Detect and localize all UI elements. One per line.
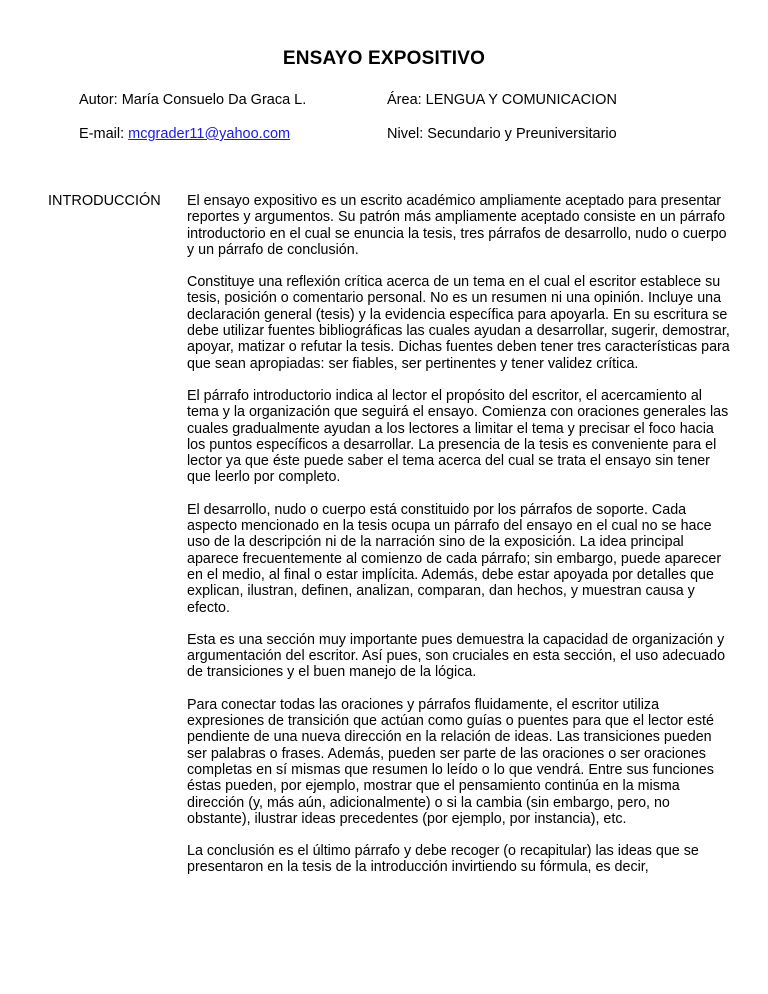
document-body [187, 193, 732, 892]
area-label: Área: LENGUA Y COMUNICACION [387, 92, 617, 108]
paragraph: El desarrollo, nudo o cuerpo está constituido por los párrafos de soporte. Cada aspecto mencionado en la tesis ocupa un párrafo del ensayo en el cual no se hace uso de la descripción ni de la narración sino de la exposición. La idea principal aparece frecuentemente al comienzo de cada párrafo; sin embargo, puede aparecer en el medio, al final o estar implícita. Además, debe estar apoyada por detalles que explican, ilustran, definen, analizan, comparan, dan hechos, y muestran causa y efecto. [187, 501, 722, 616]
paragraph: La conclusión es el último párrafo y debe recoger (o recapitular) las ideas que se presentaron en la tesis de la introducción invirtiendo su fórmula, es decir, [187, 843, 699, 876]
email-link[interactable]: mcgrader11@yahoo.com [128, 126, 291, 142]
paragraph: El ensayo expositivo es un escrito académico ampliamente aceptado para presentar reportes y argumentos. Su patrón más ampliamente aceptado consiste en un párrafo introductorio en el cual se enuncia la tesis, tres párrafos de desarrollo, nudo o cuerpo y un párrafo de conclusión. [187, 193, 727, 258]
level-label: Nivel: Secundario y Preuniversitario [387, 126, 617, 142]
author-row [79, 92, 617, 108]
paragraph: Para conectar todas las oraciones y párrafos fluidamente, el escritor utiliza expresiones de transición que actúan como guías o puentes para que el lector esté pendiente de una nueva dirección en la relación de ideas. Las transiciones pueden ser palabras o frases. Además, pueden ser parte de las oraciones o ser oraciones completas en sí mismas que resumen lo leído o lo que vendrá. Entre sus funciones éstas pueden, por ejemplo, mostrar que el pensamiento continúa en la misma dirección (y, más aún, adicionalmente) o si la cambia (sin embargo, pero, no obstante), ilustrar ideas precedentes (por ejemplo, por instancia), etc. [187, 696, 714, 827]
author-label: Autor: María Consuelo Da Graca L. [79, 92, 307, 108]
paragraph: El párrafo introductorio indica al lector el propósito del escritor, el acercamiento al tema y la organización que seguirá el ensayo. Comienza con oraciones generales las cuales gradualmente ayudan a los lectores a limitar el tema y precisar el foco hacia los puntos específicos a desarrollar. La presencia de la tesis es conveniente para el lector ya que éste puede saber el tema acerca del cual se trata el ensayo sin tener que leerlo por completo. [187, 387, 729, 486]
document-title: ENSAYO EXPOSITIVO [282, 48, 486, 69]
paragraph: Esta es una sección muy importante pues demuestra la capacidad de organización y argumentación del escritor. Así pues, son cruciales en esta sección, el uso adecuado de transiciones y el buen manejo de la lógica. [187, 631, 726, 681]
email-prefix: E-mail: [79, 126, 129, 142]
email-row [79, 126, 617, 142]
section-heading: INTRODUCCIÓN [48, 193, 161, 209]
paragraph: Constituye una reflexión crítica acerca de un tema en el cual el escritor establece su tesis, posición o comentario personal. No es un resumen ni una opinión. Incluye una declaración general (tesis) y la evidencia específica para apoyarla. En su escritura se debe utilizar fuentes bibliográficas las cuales ayudan a desarrollar, sugerir, demostrar, apoyar, matizar o refutar la tesis. Dichas fuentes deben tener tres características para que sean apropiadas: ser fiables, ser pertinentes y tener validez crítica. [187, 274, 730, 372]
